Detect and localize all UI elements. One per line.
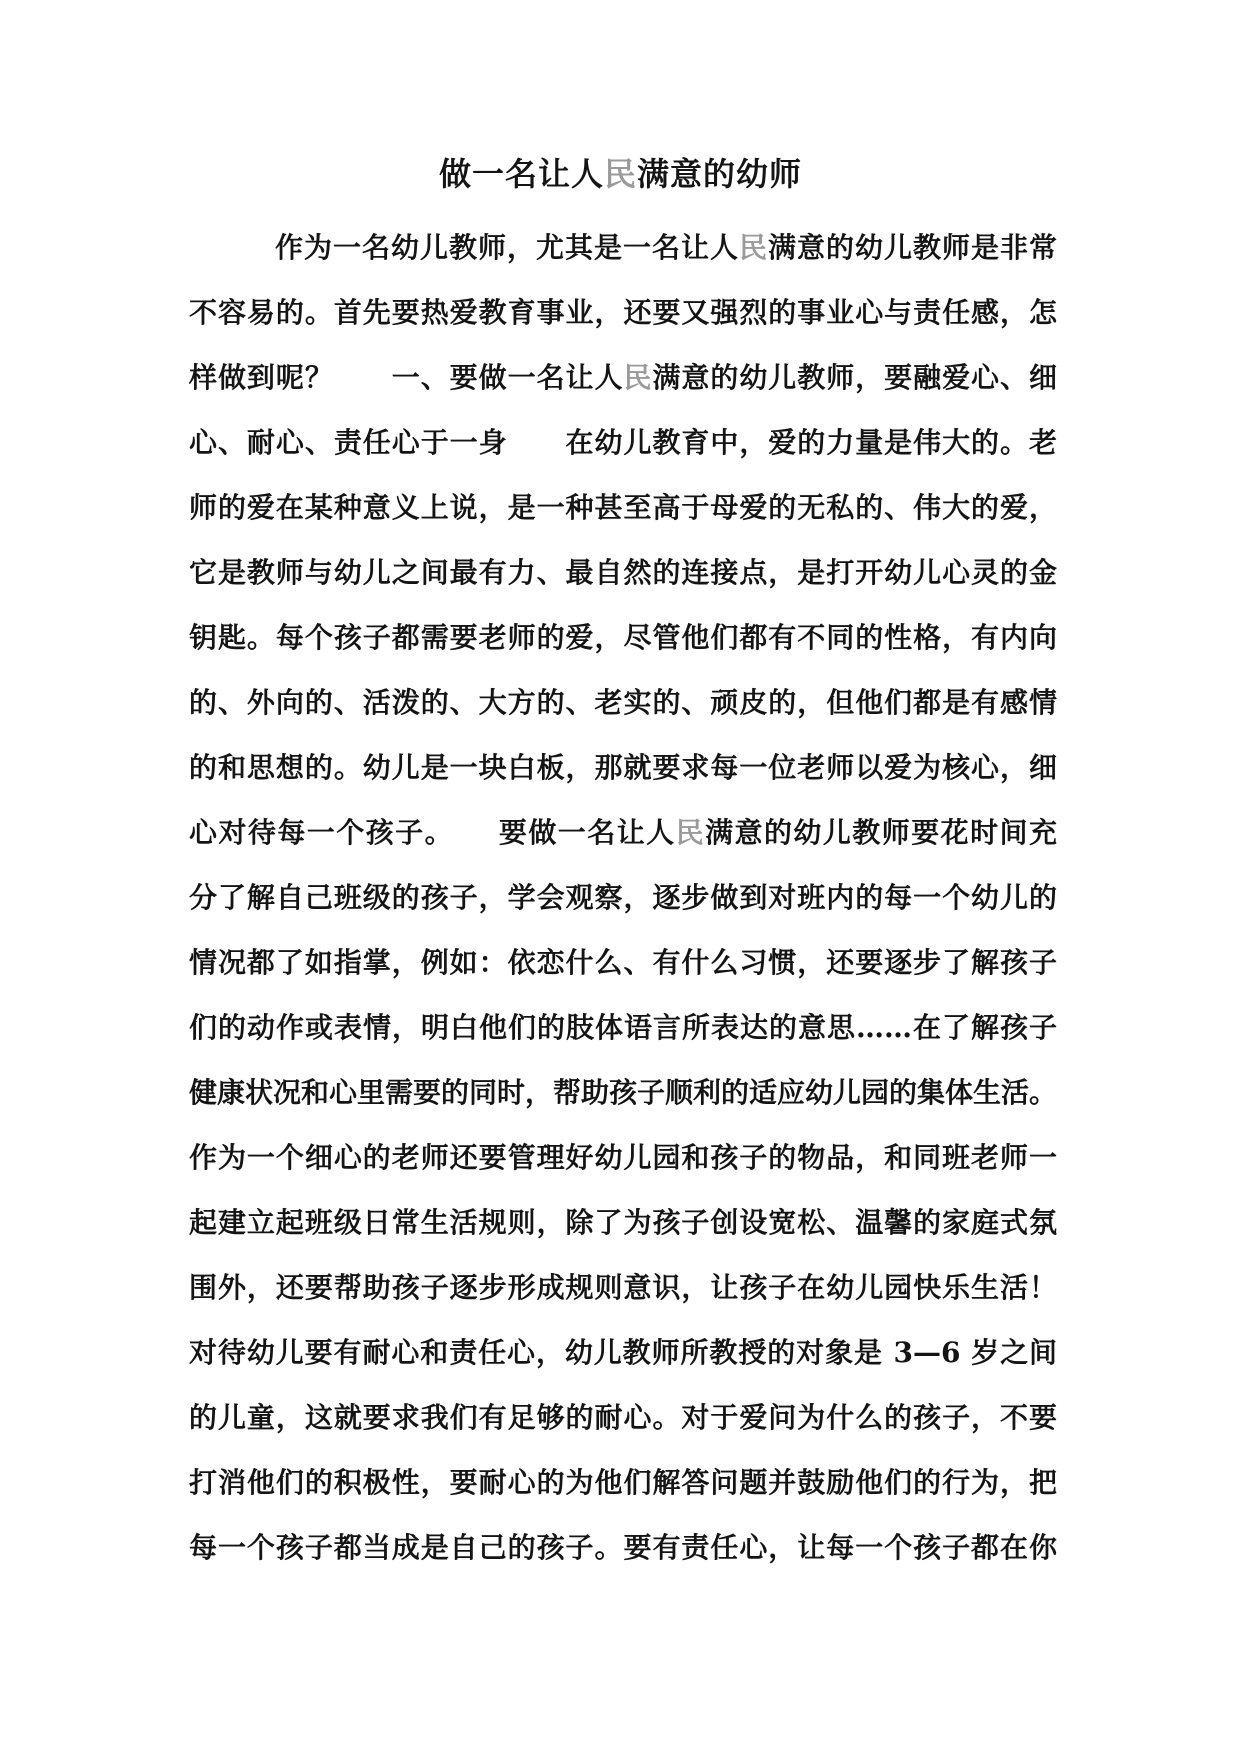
text-segment: 作为一名幼儿教师，尤其是一名让人 xyxy=(275,231,739,264)
text-segment: 健康状况和心里需要的同时，帮助孩子顺利的适应幼儿园的集体生活。 xyxy=(189,1076,1058,1109)
text-line xyxy=(189,356,1057,421)
text-segment: 分了解自己班级的孩子，学会观察，逐步做到对班内的每一个幼儿的 xyxy=(189,881,1057,914)
text-segment: 打消他们的积极性，要耐心的为他们解答问题并鼓励他们的行为，把 xyxy=(189,1466,1057,1499)
text-line xyxy=(189,1526,1057,1591)
text-segment: 心、耐心、责任心于一身 在幼儿教育中，爱的力量是伟大的。老 xyxy=(189,426,1057,459)
text-segment: 的和思想的。幼儿是一块白板，那就要求每一位老师以爱为核心，细 xyxy=(189,751,1057,784)
text-line xyxy=(189,1461,1057,1526)
text-line xyxy=(189,1136,1057,1201)
text-segment: 不容易的。首先要热爱教育事业，还要又强烈的事业心与责任感，怎 xyxy=(189,296,1057,329)
text-line xyxy=(189,941,1057,1006)
text-segment: 钥匙。每个孩子都需要老师的爱，尽管他们都有不同的性格，有内向 xyxy=(189,621,1057,654)
text-segment: 们的动作或表情，明白他们的肢体语言所表达的意思……在了解孩子 xyxy=(189,1011,1057,1044)
title-part-2: 满意的幼师 xyxy=(637,155,803,193)
title-highlight-char: 民 xyxy=(603,155,637,193)
text-line xyxy=(189,1006,1057,1071)
text-line xyxy=(189,291,1057,356)
text-line xyxy=(189,681,1057,746)
highlight-char: 民 xyxy=(675,816,706,849)
document-body xyxy=(189,226,1057,1591)
text-line xyxy=(189,1331,1057,1396)
text-line xyxy=(189,1266,1057,1331)
highlight-char: 民 xyxy=(623,361,653,394)
text-segment: 围外，还要帮助孩子逐步形成规则意识，让孩子在幼儿园快乐生活！ xyxy=(189,1271,1057,1304)
document-title xyxy=(0,152,1241,196)
text-segment: 满意的幼儿教师，要融爱心、细 xyxy=(652,361,1057,394)
text-line xyxy=(189,421,1057,486)
text-line xyxy=(189,811,1057,876)
text-segment: 满意的幼儿教师是非常 xyxy=(767,231,1057,264)
text-line xyxy=(189,746,1057,811)
text-line xyxy=(189,226,1057,291)
text-line xyxy=(189,1396,1057,1461)
text-segment: 它是教师与幼儿之间最有力、最自然的连接点，是打开幼儿心灵的金 xyxy=(189,556,1057,589)
text-segment: 情况都了如指掌，例如：依恋什么、有什么习惯，还要逐步了解孩子 xyxy=(189,946,1057,979)
text-segment: 心对待每一个孩子。 要做一名让人 xyxy=(189,816,676,849)
text-segment: 样做到呢？ 一、要做一名让人 xyxy=(189,361,624,394)
text-segment: 的儿童，这就要求我们有足够的耐心。对于爱问为什么的孩子，不要 xyxy=(189,1401,1057,1434)
text-segment: 对待幼儿要有耐心和责任心，幼儿教师所教授的对象是 3—6 岁之间 xyxy=(189,1336,1057,1369)
text-line xyxy=(189,616,1057,681)
text-line xyxy=(189,1071,1057,1136)
title-part-1: 做一名让人 xyxy=(438,155,604,193)
text-line xyxy=(189,1201,1057,1266)
text-line xyxy=(189,551,1057,616)
text-segment: 作为一个细心的老师还要管理好幼儿园和孩子的物品，和同班老师一 xyxy=(189,1141,1057,1174)
text-segment: 的、外向的、活泼的、大方的、老实的、顽皮的，但他们都是有感情 xyxy=(189,686,1057,719)
text-line xyxy=(189,486,1057,551)
text-line xyxy=(189,876,1057,941)
text-segment: 每一个孩子都当成是自己的孩子。要有责任心，让每一个孩子都在你 xyxy=(189,1531,1057,1564)
text-segment: 满意的幼儿教师要花时间充 xyxy=(705,816,1057,849)
highlight-char: 民 xyxy=(738,231,768,264)
text-segment: 师的爱在某种意义上说，是一种甚至高于母爱的无私的、伟大的爱， xyxy=(189,491,1057,524)
text-segment: 起建立起班级日常生活规则，除了为孩子创设宽松、温馨的家庭式氛 xyxy=(189,1206,1057,1239)
